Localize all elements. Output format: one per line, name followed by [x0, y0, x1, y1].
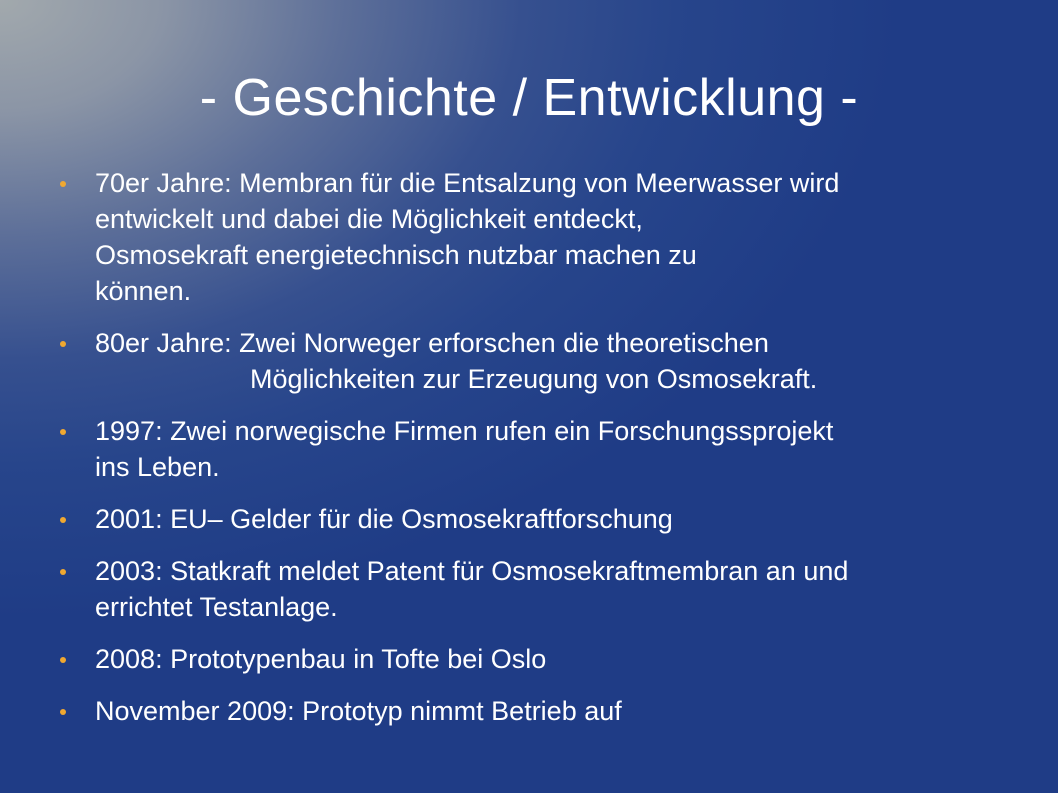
- bullet-text-line: 2003: Statkraft meldet Patent für Osmosekraftmembran an und: [95, 556, 849, 586]
- bullet-icon: [60, 657, 66, 663]
- bullet-item: [60, 325, 1020, 397]
- bullet-icon: [60, 181, 66, 187]
- bullet-text-line: 2008: Prototypenbau in Tofte bei Oslo: [95, 644, 547, 674]
- bullet-list: [60, 165, 1020, 745]
- bullet-icon: [60, 569, 66, 575]
- bullet-icon: [60, 429, 66, 435]
- bullet-item: [60, 165, 1020, 309]
- bullet-item: [60, 501, 1020, 537]
- bullet-text-line: 80er Jahre: Zwei Norweger erforschen die theoretischen: [95, 328, 769, 358]
- bullet-text-line: Osmosekraft energietechnisch nutzbar machen zu: [95, 240, 697, 270]
- bullet-item: [60, 693, 1020, 729]
- bullet-text-line: November 2009: Prototyp nimmt Betrieb auf: [95, 696, 622, 726]
- bullet-text-line: 2001: EU– Gelder für die Osmosekraftforschung: [95, 504, 673, 534]
- bullet-text-line: 70er Jahre: Membran für die Entsalzung von Meerwasser wird: [95, 168, 840, 198]
- bullet-text-line: Möglichkeiten zur Erzeugung von Osmosekraft.: [250, 364, 818, 394]
- bullet-item: [60, 641, 1020, 677]
- bullet-icon: [60, 341, 66, 347]
- bullet-item: [60, 413, 1020, 485]
- bullet-text-line: errichtet Testanlage.: [95, 592, 338, 622]
- bullet-icon: [60, 517, 66, 523]
- slide-title: - Geschichte / Entwicklung -: [199, 69, 859, 127]
- bullet-text-line: können.: [95, 276, 192, 306]
- bullet-item: [60, 553, 1020, 625]
- bullet-text-line: ins Leben.: [95, 452, 220, 482]
- bullet-text-line: entwickelt und dabei die Möglichkeit entdeckt,: [95, 204, 643, 234]
- bullet-icon: [60, 709, 66, 715]
- bullet-text-line: 1997: Zwei norwegische Firmen rufen ein Forschungssprojekt: [95, 416, 834, 446]
